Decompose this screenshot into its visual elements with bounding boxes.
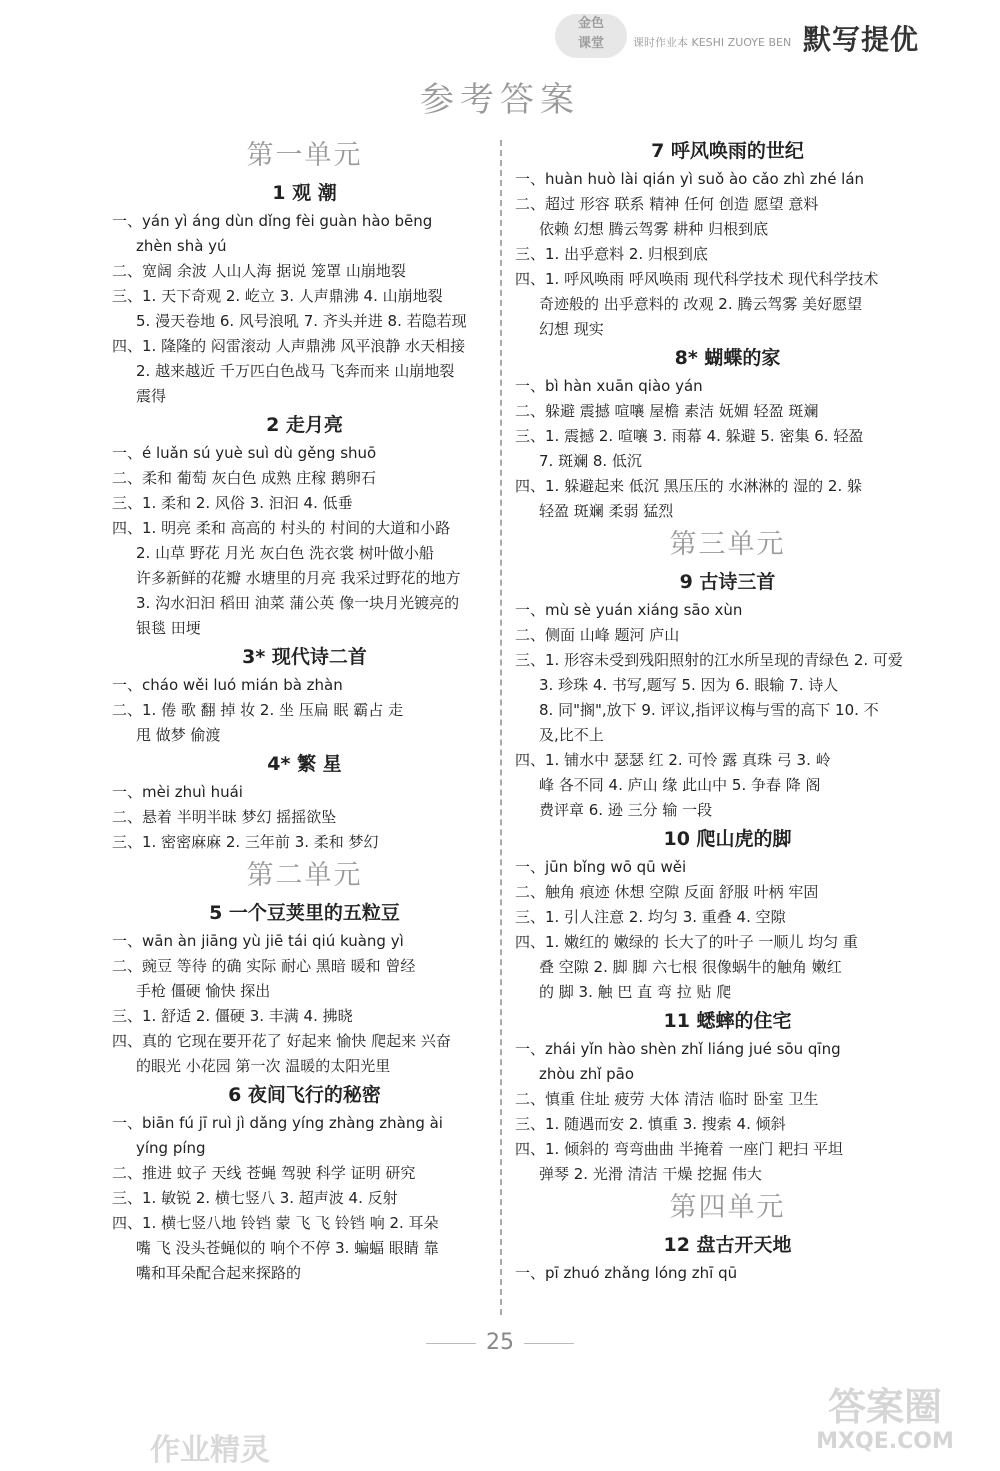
answer-line: 叠 空隙 2. 脚 脚 六七根 很像蜗牛的触角 嫩红 [539,958,842,976]
answer-line: 三、1. 柔和 2. 风俗 3. 汩汩 4. 低垂 [112,494,353,512]
answer-line: 一、yán yì áng dùn dǐng fèi guàn hào bēng [112,212,433,230]
answer-line: 一、biān fú jī ruì jì dǎng yíng zhàng zhàng ài [112,1114,443,1132]
page-title: 参考答案 [420,80,580,120]
answer-line: 一、mù sè yuán xiáng sāo xùn [515,601,743,619]
answer-line: 2. 越来越近 千万匹白色战马 飞奔而来 山崩地裂 [136,362,455,380]
column-divider [500,140,502,1315]
answer-line: 一、é luǎn sú yuè suì dù gěng shuō [112,444,377,462]
answer-line: 四、1. 隆隆的 闷雷滚动 人声鼎沸 风平浪静 水天相接 [112,337,466,355]
answer-line: zhòu zhǐ pāo [539,1065,635,1083]
answer-line: 二、侧面 山峰 题河 庐山 [515,626,680,644]
answer-line: 峰 各不同 4. 庐山 缘 此山中 5. 争春 降 阁 [539,776,821,794]
answer-line: 三、1. 震撼 2. 喧嚷 3. 雨幕 4. 躲避 5. 密集 6. 轻盈 [515,427,864,445]
answer-line: 一、bì hàn xuān qiào yán [515,377,703,395]
answer-line: 三、1. 密密麻麻 2. 三年前 3. 柔和 梦幻 [112,833,379,851]
lesson-title: 10 爬山虎的脚 [663,828,792,850]
answer-line: 一、wān àn jiāng yù jiē tái qiú kuàng yì [112,932,404,950]
right-column [515,135,940,1286]
answer-line: 三、1. 舒适 2. 僵硬 3. 丰满 4. 拂晓 [112,1007,353,1025]
answer-line: 8. 同"搁",放下 9. 评议,指评议梅与雪的高下 10. 不 [539,701,879,719]
answer-line: yíng píng [136,1139,206,1157]
answer-line: 依赖 幻想 腾云驾雾 耕种 归根到底 [539,220,769,238]
watermark-line-1: 答案圈 [827,1385,942,1429]
lesson-title: 2 走月亮 [266,414,343,436]
lesson-title: 7 呼风唤雨的世纪 [651,140,804,162]
answer-line: 四、1. 横七竖八地 铃铛 蒙 飞 飞 铃铛 响 2. 耳朵 [112,1214,439,1232]
footer-dash-right [524,1343,574,1344]
answer-line: 三、1. 敏锐 2. 横七竖八 3. 超声波 4. 反射 [112,1189,398,1207]
unit-heading: 第四单元 [669,1192,786,1223]
watermark-line-2: MXQE.COM [816,1429,954,1454]
lesson-title: 3* 现代诗二首 [242,646,367,668]
header-subtitle: 课时作业本 KESHI ZUOYE BEN [633,36,792,49]
answer-line: 轻盈 斑斓 柔弱 猛烈 [539,502,674,520]
lesson-title: 11 蟋蟀的住宅 [663,1010,792,1032]
answer-line: 三、1. 随遇而安 2. 慎重 3. 搜索 4. 倾斜 [515,1115,786,1133]
logo-line-1: 金色 [577,16,604,31]
header-title: 默写提优 [803,23,920,56]
answer-line: 二、超过 形容 联系 精神 任何 创造 愿望 意料 [515,195,819,213]
logo-line-2: 课堂 [577,36,604,51]
answer-line: 及,比不上 [539,726,604,744]
answer-line: 7. 斑斓 8. 低沉 [539,452,642,470]
answer-line: 二、触角 痕迹 休想 空隙 反面 舒服 叶柄 牢固 [515,883,819,901]
answer-line: 二、推进 蚊子 天线 苍蝇 驾驶 科学 证明 研究 [112,1164,416,1182]
answer-line: 的眼光 小花园 第一次 温暖的太阳光里 [136,1057,391,1075]
answer-line: 四、真的 它现在要开花了 好起来 愉快 爬起来 兴奋 [112,1032,451,1050]
answer-line: 费评章 6. 逊 三分 输 一段 [539,801,713,819]
answer-line: 3. 珍珠 4. 书写,题写 5. 因为 6. 眼输 7. 诗人 [539,676,839,694]
answer-line: 震得 [136,387,167,405]
lesson-title: 6 夜间飞行的秘密 [228,1084,381,1106]
answer-line: 许多新鲜的花瓣 水塘里的月亮 我采过野花的地方 [136,569,461,587]
answer-line: 一、zhái yǐn hào shèn zhǐ liáng jué sōu qīng [515,1040,841,1058]
answer-line: 四、1. 嫩红的 嫩绿的 长大了的叶子 一顺儿 均匀 重 [515,933,858,951]
answer-line: 手枪 僵硬 愉快 探出 [136,982,271,1000]
answer-line: 一、cháo wěi luó mián bà zhàn [112,676,343,694]
answer-line: 一、pī zhuó zhǎng lóng zhī qū [515,1264,738,1282]
faded-stamp: 作业精灵 [150,1433,270,1468]
answer-line: 弹琴 2. 光滑 清洁 干燥 挖掘 伟大 [539,1165,762,1183]
answer-line: 二、慎重 住址 疲劳 大体 清洁 临时 卧室 卫生 [515,1090,819,1108]
answer-line: 的 脚 3. 触 巴 直 弯 拉 贴 爬 [539,983,732,1001]
lesson-title: 9 古诗三首 [679,571,776,593]
answer-line: 嘴 飞 没头苍蝇似的 响个不停 3. 蝙蝠 眼睛 靠 [136,1239,439,1257]
header [555,12,975,62]
answer-line: 二、宽阔 余波 人山人海 据说 笼罩 山崩地裂 [112,262,406,280]
answer-line: 一、mèi zhuì huái [112,783,243,801]
page-number: 25 [486,1330,514,1355]
answer-line: 四、1. 铺水中 瑟瑟 红 2. 可怜 露 真珠 弓 3. 岭 [515,751,831,769]
lesson-title: 1 观 潮 [272,182,337,204]
lesson-title: 12 盘古开天地 [663,1234,792,1256]
answer-line: 四、1. 倾斜的 弯弯曲曲 半掩着 一座门 耙扫 平坦 [515,1140,843,1158]
answer-line: 二、柔和 葡萄 灰白色 成熟 庄稼 鹅卵石 [112,469,376,487]
lesson-title: 4* 繁 星 [267,753,342,775]
answer-line: 甩 做梦 偷渡 [136,726,221,744]
answer-line: 三、1. 出乎意料 2. 归根到底 [515,245,708,263]
answer-line: 二、豌豆 等待 的确 实际 耐心 黑暗 暖和 曾经 [112,957,416,975]
answer-line: 三、1. 形容未受到残阳照射的江水所呈现的青绿色 2. 可爱 [515,651,903,669]
footer-dash-left [426,1343,476,1344]
answer-line: 二、悬着 半明半昧 梦幻 摇摇欲坠 [112,808,337,826]
brand-logo [555,14,627,58]
answer-line: 3. 沟水汩汩 稻田 油菜 蒲公英 像一块月光镀亮的 [136,594,460,612]
answer-line: 四、1. 明亮 柔和 高高的 村头的 村间的大道和小路 [112,519,451,537]
answer-line: 奇迹般的 出乎意料的 改观 2. 腾云驾雾 美好愿望 [539,295,863,313]
watermark-logo [800,1385,970,1455]
lesson-title: 8* 蝴蝶的家 [674,347,781,369]
unit-heading: 第二单元 [246,860,363,891]
answer-line: 2. 山草 野花 月光 灰白色 洗衣裳 树叶做小船 [136,544,434,562]
answer-line: 一、jūn bǐng wō qū wěi [515,858,687,876]
answer-line: 四、1. 呼风唤雨 呼风唤雨 现代科学技术 现代科学技术 [515,270,879,288]
lesson-title: 5 一个豆荚里的五粒豆 [209,902,400,924]
page-footer [0,1330,1000,1355]
answer-line: 三、1. 引人注意 2. 均匀 3. 重叠 4. 空隙 [515,908,786,926]
answer-line: 二、1. 倦 歌 翻 掉 妆 2. 坐 压扁 眠 霸占 走 [112,701,404,719]
answer-line: 幻想 现实 [539,320,604,338]
unit-heading: 第一单元 [246,140,363,171]
answer-line: 5. 漫天卷地 6. 风号浪吼 7. 齐头并进 8. 若隐若现 [136,312,467,330]
answer-line: 嘴和耳朵配合起来探路的 [136,1264,302,1282]
answer-line: zhèn shà yú [136,237,227,255]
answer-line: 一、huàn huò lài qián yì suǒ ào cǎo zhì zhé lán [515,170,865,188]
unit-heading: 第三单元 [669,529,786,560]
left-column [112,135,497,1286]
answer-line: 二、躲避 震撼 喧嚷 屋檐 素洁 妩媚 轻盈 斑斓 [515,402,819,420]
answer-line: 三、1. 天下奇观 2. 屹立 3. 人声鼎沸 4. 山崩地裂 [112,287,443,305]
answer-line: 银毯 田埂 [136,619,201,637]
answer-line: 四、1. 躲避起来 低沉 黑压压的 水淋淋的 湿的 2. 躲 [515,477,863,495]
